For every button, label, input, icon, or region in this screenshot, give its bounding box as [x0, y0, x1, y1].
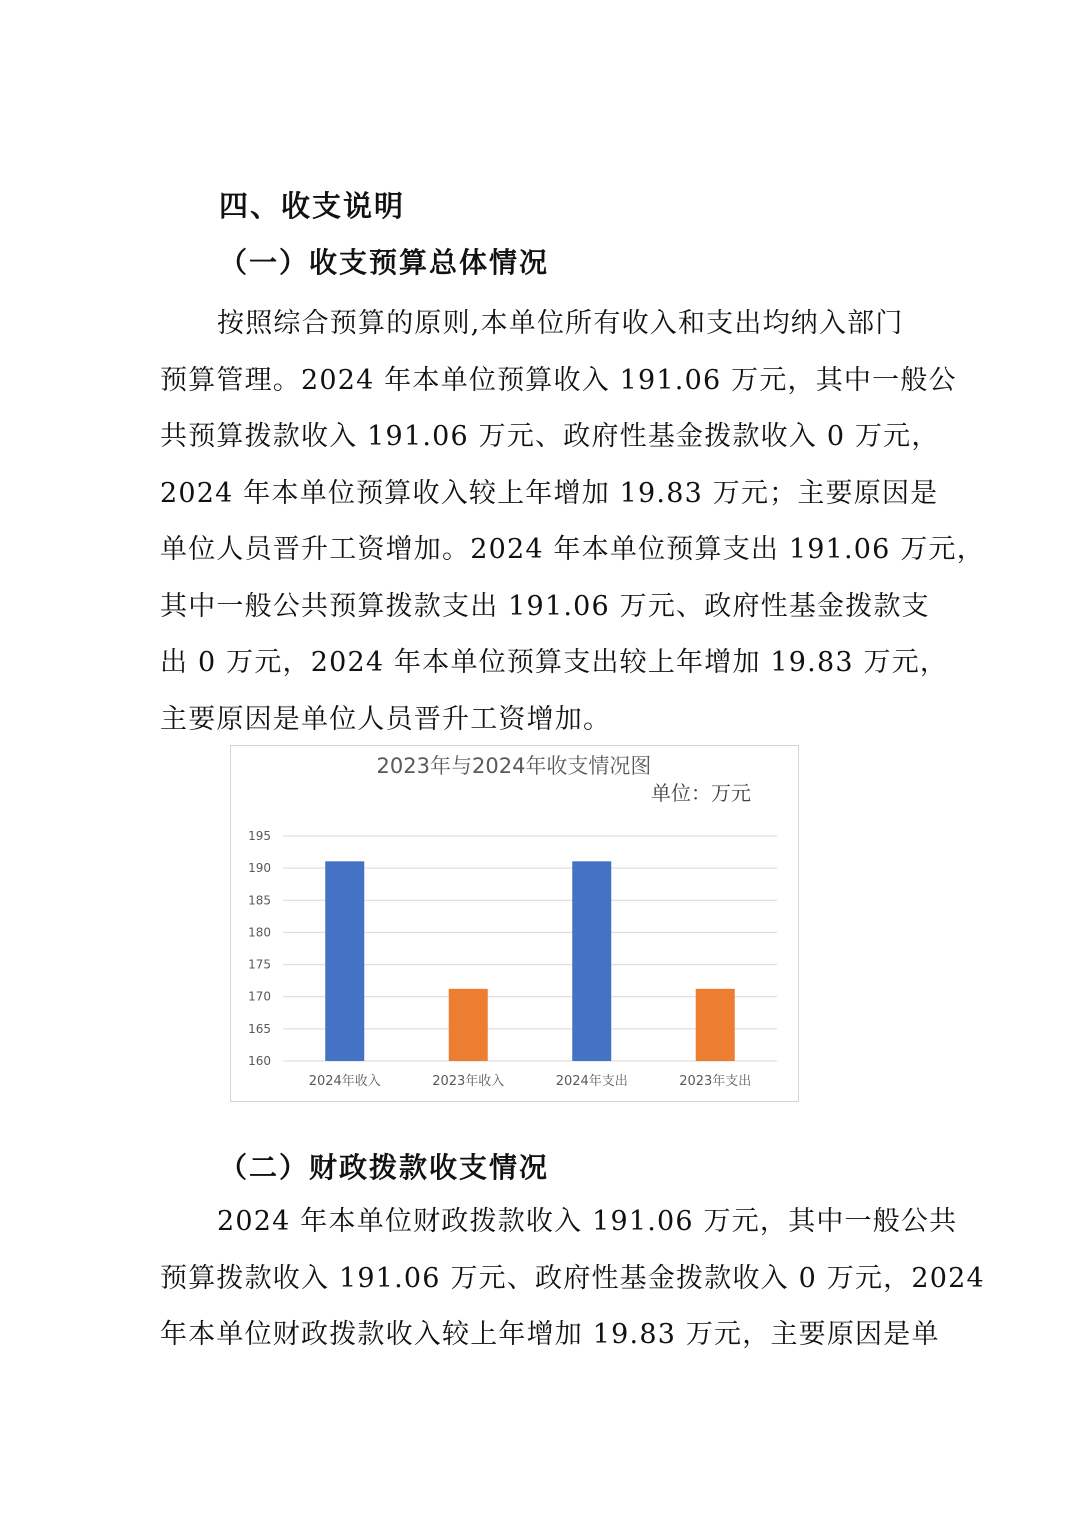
income-expense-chart: [230, 745, 799, 1102]
chart-title: 2023年与2024年收支情况图: [376, 754, 652, 778]
bar-1: [325, 861, 364, 1061]
paragraph-line: 年本单位财政拨款收入较上年增加 19.83 万元，主要原因是单: [160, 1319, 940, 1350]
paragraph-line: 2024 年本单位预算收入较上年增加 19.83 万元；主要原因是: [160, 477, 939, 509]
y-tick-label: 195: [248, 829, 271, 843]
subsection-heading-fiscal: （二）财政拨款收支情况: [219, 1151, 550, 1184]
bar-2: [449, 989, 488, 1061]
paragraph-fiscal: [160, 1194, 985, 1364]
paragraph-line: 预算管理。2024 年本单位预算收入 191.06 万元，其中一般公: [160, 364, 957, 396]
y-tick-label: 165: [248, 1021, 271, 1036]
y-tick-label: 170: [248, 989, 271, 1004]
y-tick-label: 185: [248, 893, 271, 908]
chart-svg: [231, 746, 798, 1101]
y-tick-label: 180: [248, 925, 271, 940]
section-heading: 四、收支说明: [219, 189, 406, 223]
paragraph-line: 其中一般公共预算拨款支出 191.06 万元、政府性基金拨款支: [160, 590, 930, 622]
bar-3: [572, 861, 611, 1061]
paragraph-line: 主要原因是单位人员晋升工资增加。: [160, 703, 612, 735]
y-tick-label: 160: [248, 1054, 271, 1068]
paragraph-line: 单位人员晋升工资增加。2024 年本单位预算支出 191.06 万元，: [160, 534, 985, 565]
paragraph-line: 按照综合预算的原则,本单位所有收入和支出均纳入部门: [217, 308, 904, 339]
y-tick-label: 175: [248, 957, 271, 972]
paragraph-line: 2024 年本单位财政拨款收入 191.06 万元，其中一般公共: [217, 1206, 958, 1237]
chart-subtitle: 单位：万元: [651, 781, 751, 805]
y-tick-label: 190: [248, 861, 271, 876]
bar-4: [696, 989, 735, 1061]
x-tick-label: 2023年收入: [432, 1074, 505, 1089]
paragraph-line: 共预算拨款收入 191.06 万元、政府性基金拨款收入 0 万元，: [160, 421, 940, 452]
paragraph-line: 出 0 万元，2024 年本单位预算支出较上年增加 19.83 万元，: [160, 647, 949, 678]
x-tick-label: 2023年支出: [679, 1074, 752, 1089]
subsection-heading-overall: （一）收支预算总体情况: [219, 246, 550, 279]
x-tick-label: 2024年支出: [555, 1074, 628, 1089]
paragraph-overall: [160, 296, 985, 748]
x-tick-label: 2024年收入: [308, 1074, 381, 1089]
paragraph-line: 预算拨款收入 191.06 万元、政府性基金拨款收入 0 万元，2024: [160, 1262, 985, 1294]
